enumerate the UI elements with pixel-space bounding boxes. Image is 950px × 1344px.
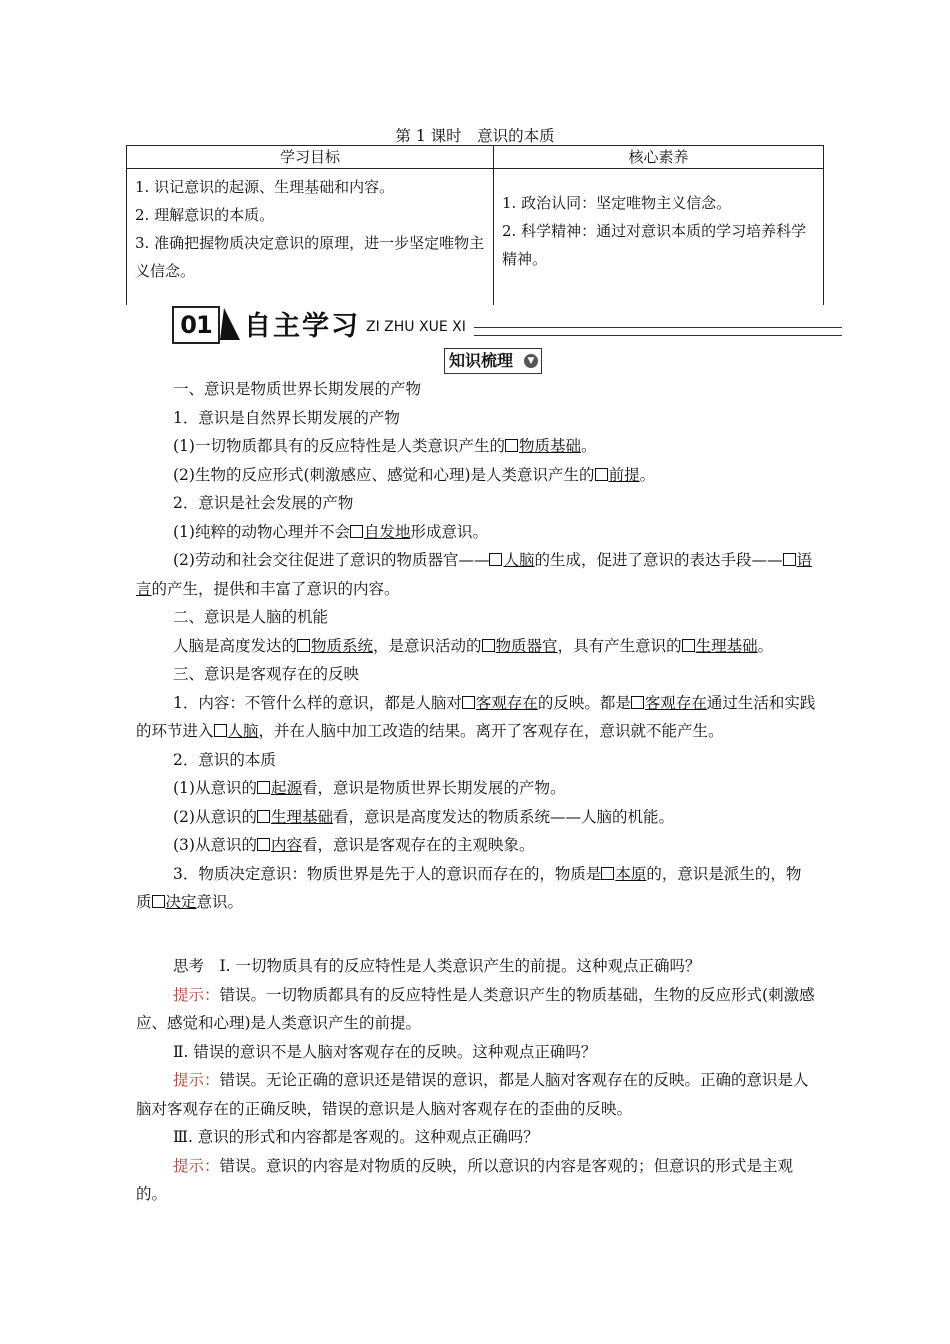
objectives-cell	[127, 169, 494, 306]
list-item: (2)生物的反应形式(刺激感应、感觉和心理)是人类意识产生的 前提。	[173, 465, 656, 484]
answer: 提示：错误。无论正确的意识还是错误的意识，都是人脑对客观存在的反映。正确的意识是人脑对客观存在的正确反映，错误的意识是人脑对客观存在的歪曲的反映。	[136, 1071, 809, 1118]
hint-label: 提示：	[173, 1071, 220, 1089]
triangle-down-icon: ▼	[524, 354, 538, 368]
fill-answer: 客观存在	[475, 693, 538, 712]
blank-box-icon	[595, 468, 608, 481]
paragraph: 人脑是高度发达的 物质系统，是意识活动的 物质器官，具有产生意识的 生理基础。	[173, 636, 774, 655]
fill-answer: 生理基础	[695, 636, 758, 655]
fill-answer: 决定	[165, 893, 197, 911]
objectives-table	[126, 145, 824, 305]
blank-box-icon	[505, 439, 518, 452]
blank-box-icon	[783, 553, 796, 566]
think-section	[136, 952, 816, 1209]
competency-item: 2. 科学精神：通过对意识本质的学习培养科学精神。	[502, 222, 807, 268]
hint-label: 提示：	[173, 985, 220, 1004]
fill-answer: 物质系统	[311, 636, 374, 655]
blank-box-icon	[631, 696, 644, 709]
blank-box-icon	[350, 525, 363, 538]
paragraph: 1．内容：不管什么样的意识，都是人脑对 客观存在的反映。都是 客观存在通过生活和实践的环节进入 人脑，并在人脑中加工改造的结果。离开了客观存在，意识就不能产生。	[136, 693, 816, 740]
objective-item: 1. 识记意识的起源、生理基础和内容。	[135, 178, 395, 196]
fill-answer: 自发地	[363, 522, 411, 541]
question: Ⅲ. 意识的形式和内容都是客观的。这种观点正确吗？	[173, 1128, 539, 1146]
blank-box-icon	[257, 810, 270, 823]
blank-box-icon	[152, 895, 165, 908]
list-item: (2)从意识的 生理基础看，意识是高度发达的物质系统——人脑的机能。	[173, 807, 674, 826]
blank-box-icon	[601, 867, 614, 880]
question: 思考 Ⅰ. 一切物质具有的反应特性是人类意识产生的前提。这种观点正确吗？	[173, 957, 701, 975]
objectives-header: 学习目标	[127, 146, 494, 169]
list-item: (1)一切物质都具有的反应特性是人类意识产生的 物质基础。	[173, 437, 597, 455]
fill-answer: 本原	[615, 864, 647, 883]
fill-answer: 起源	[270, 779, 302, 797]
fill-answer: 内容	[270, 836, 302, 854]
list-item: (3)从意识的 内容看，意识是客观存在的主观映象。	[173, 836, 535, 854]
competencies-header: 核心素养	[494, 146, 824, 169]
banner-rule	[474, 327, 842, 336]
section-heading: 三、意识是客观存在的反映	[173, 665, 360, 683]
blank-box-icon	[682, 639, 695, 652]
section-heading: 一、意识是物质世界长期发展的产物	[173, 380, 422, 398]
knowledge-body	[136, 375, 816, 917]
subsection-heading: 2．意识是社会发展的产物	[173, 494, 354, 512]
subsection-heading: 2．意识的本质	[173, 750, 276, 769]
competencies-cell	[494, 169, 824, 306]
page-title: 第 1 课时 意识的本质	[395, 127, 555, 145]
blank-box-icon	[462, 696, 475, 709]
fill-answer: 人脑	[503, 551, 535, 569]
list-item: (2)劳动和社会交往促进了意识的物质器官—— 人脑的生成，促进了意识的表达手段—— 语言的产生，提供和丰富了意识的内容。	[136, 551, 813, 598]
question: Ⅱ. 错误的意识不是人脑对客观存在的反映。这种观点正确吗？	[173, 1042, 597, 1061]
knowledge-label: 知识梳理	[444, 348, 542, 374]
blank-box-icon	[257, 838, 270, 851]
objective-item: 3. 准确把握物质决定意识的原理，进一步坚定唯物主义信念。	[135, 234, 485, 280]
fill-answer: 客观存在	[644, 693, 707, 712]
hint-label: 提示：	[173, 1156, 220, 1175]
fill-answer: 前提	[608, 465, 640, 484]
objective-item: 2. 理解意识的本质。	[135, 206, 275, 224]
fill-answer: 物质基础	[518, 437, 581, 455]
answer: 提示：错误。意识的内容是对物质的反映，所以意识的内容是客观的；但意识的形式是主观的。	[136, 1156, 794, 1203]
answer: 提示：错误。一切物质都具有的反应特性是人类意识产生的物质基础，生物的反应形式(刺激感应、感觉和心理)是人类意识产生的前提。	[136, 985, 815, 1032]
fill-answer: 人脑	[227, 722, 259, 740]
blank-box-icon	[214, 724, 227, 737]
paragraph: 3．物质决定意识：物质世界是先于人的意识而存在的，物质是 本原的，意识是派生的，物质 决定意识。	[136, 864, 802, 911]
section-number-badge: 01	[172, 306, 220, 344]
fill-answer: 生理基础	[270, 807, 333, 826]
fill-answer: 语言	[136, 551, 813, 598]
banner-slash-icon	[218, 306, 244, 342]
blank-box-icon	[482, 639, 495, 652]
section-pinyin: ZI ZHU XUE XI	[366, 319, 466, 335]
list-item: (1)纯粹的动物心理并不会 自发地形成意识。	[173, 522, 488, 541]
list-item: (1)从意识的 起源看，意识是物质世界长期发展的产物。	[173, 779, 566, 797]
section-title: 自主学习	[244, 311, 360, 342]
blank-box-icon	[297, 639, 310, 652]
blank-box-icon	[489, 553, 502, 566]
blank-box-icon	[257, 781, 270, 794]
fill-answer: 物质器官	[495, 636, 558, 655]
competency-item: 1. 政治认同：坚定唯物主义信念。	[502, 194, 732, 212]
section-heading: 二、意识是人脑的机能	[173, 608, 329, 626]
subsection-heading: 1．意识是自然界长期发展的产物	[173, 408, 400, 427]
